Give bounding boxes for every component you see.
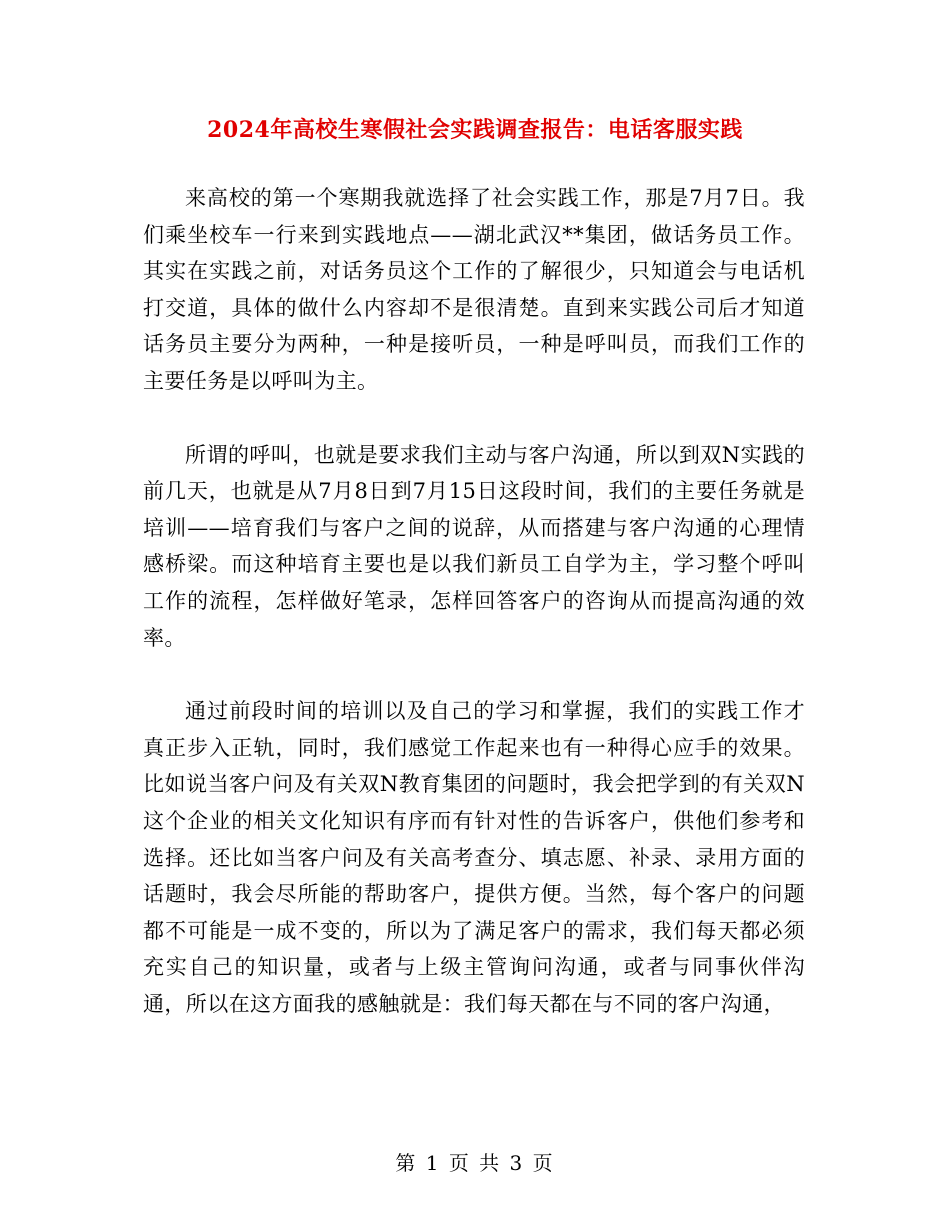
document-body <box>143 180 805 1022</box>
paragraph-2: 所谓的呼叫，也就是要求我们主动与客户沟通，所以到双N实践的前几天，也就是从7月8日到7月15日这段时间，我们的主要任务就是培训——培育我们与客户之间的说辞，从而搭建与客户沟通的心理情感桥梁。而这种培育主要也是以我们新员工自学为主，学习整个呼叫工作的流程，怎样做好笔录，怎样回答客户的咨询从而提高沟通的效率。 <box>143 442 805 650</box>
page-number-footer: 第 1 页 共 3 页 <box>395 1151 555 1175</box>
paragraph-1: 来高校的第一个寒期我就选择了社会实践工作，那是7月7日。我们乘坐校车一行来到实践地点——湖北武汉**集团，做话务员工作。其实在实践之前，对话务员这个工作的了解很少，只知道会与电话机打交道，具体的做什么内容却不是很清楚。直到来实践公司后才知道话务员主要分为两种，一种是接听员，一种是呼叫员，而我们工作的主要任务是以呼叫为主。 <box>143 186 805 393</box>
document-title: 2024年高校生寒假社会实践调查报告：电话客服实践 <box>207 117 743 143</box>
paragraph-3: 通过前段时间的培训以及自己的学习和掌握，我们的实践工作才真正步入正轨，同时，我们感觉工作起来也有一种得心应手的效果。比如说当客户问及有关双N教育集团的问题时，我会把学到的有关双N这个企业的相关文化知识有序而有针对性的告诉客户，供他们参考和选择。还比如当客户问及有关高考查分、填志愿、补录、录用方面的话题时，我会尽所能的帮助客户，提供方便。当然，每个客户的问题都不可能是一成不变的，所以为了满足客户的需求，我们每天都必须充实自己的知识量，或者与上级主管询问沟通，或者与同事伙伴沟通，所以在这方面我的感触就是：我们每天都在与不同的客户沟通， <box>143 699 805 1016</box>
